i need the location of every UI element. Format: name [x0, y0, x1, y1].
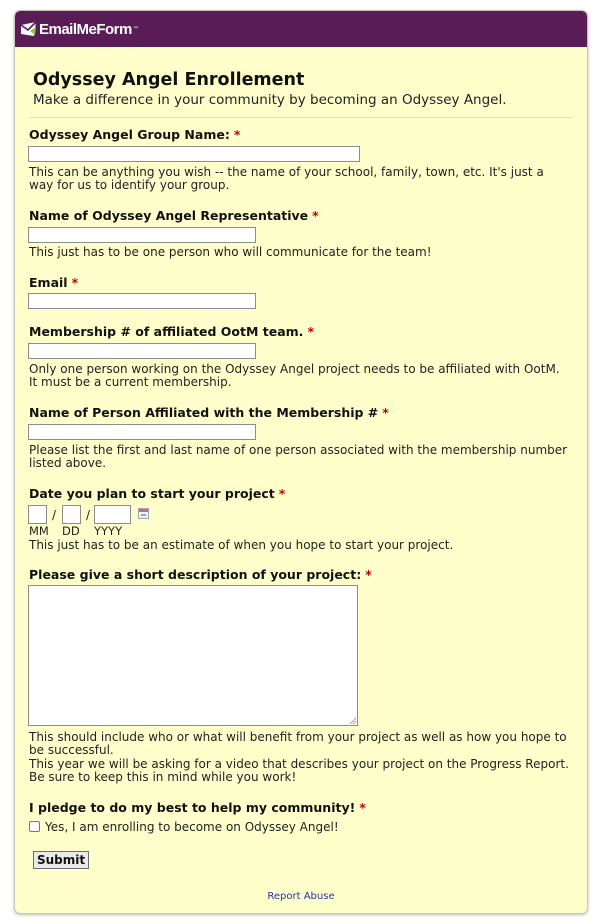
year-input[interactable] [94, 505, 131, 524]
month-sublabel: MM [29, 524, 49, 538]
email-label: Email * [29, 275, 79, 290]
required-marker: * [359, 800, 366, 815]
description-help-2: This year we will be asking for a video that describes your project on the Progress Report. Be sure to keep this in mind while you work! [29, 757, 569, 784]
start-date-help: This just has to be an estimate of when you hope to start your project. [29, 538, 454, 552]
affiliated-person-help: Please list the first and last name of one person associated with the membership number listed above. [29, 443, 568, 470]
envelope-logo-icon [20, 21, 37, 38]
logo-trademark: ™ [132, 25, 139, 33]
pledge-label: I pledge to do my best to help my community! * [29, 800, 366, 815]
required-marker: * [382, 405, 389, 420]
membership-label: Membership # of affiliated OotM team. * [29, 324, 314, 339]
email-input[interactable] [28, 293, 256, 309]
affiliated-person-input[interactable] [28, 424, 256, 440]
report-abuse-link[interactable]: Report Abuse [267, 891, 335, 902]
date-separator: / [52, 508, 57, 522]
logo-wordmark: EmailMeForm [39, 20, 132, 38]
form-header [33, 69, 573, 109]
required-marker: * [312, 208, 319, 223]
pledge-checkbox-label[interactable]: Yes, I am enrolling to become on Odyssey Angel! [45, 820, 339, 834]
day-input[interactable] [62, 505, 81, 524]
brand-bar [15, 11, 587, 47]
membership-help: Only one person working on the Odyssey Angel project needs to be affiliated with OotM. It must be a current membership. [29, 362, 560, 389]
membership-input[interactable] [28, 343, 256, 359]
group-name-input[interactable] [28, 146, 360, 162]
description-label: Please give a short description of your project: * [29, 567, 372, 582]
description-textarea[interactable] [28, 585, 358, 726]
form-title: Odyssey Angel Enrollement [33, 70, 305, 90]
form-container [14, 10, 588, 914]
form-subtitle: Make a difference in your community by becoming an Odyssey Angel. [33, 92, 507, 108]
day-sublabel: DD [62, 524, 80, 538]
required-marker: * [278, 486, 286, 501]
required-marker: * [307, 324, 314, 339]
date-separator: / [86, 508, 91, 522]
header-divider [29, 117, 573, 118]
required-marker: * [233, 127, 241, 142]
month-input[interactable] [28, 505, 47, 524]
submit-button[interactable]: Submit [33, 851, 89, 869]
resize-grip-icon[interactable] [349, 717, 356, 724]
required-marker: * [365, 567, 372, 582]
start-date-label: Date you plan to start your project * [29, 486, 286, 501]
required-marker: * [71, 275, 79, 290]
affiliated-person-label: Name of Person Affiliated with the Membership # * [29, 405, 389, 420]
representative-input[interactable] [28, 227, 256, 243]
emailmeform-logo[interactable] [20, 17, 139, 41]
group-name-label: Odyssey Angel Group Name: * [29, 127, 241, 142]
description-help-1: This should include who or what will benefit from your project as well as how you hope to be successful. [29, 730, 567, 757]
calendar-icon[interactable] [138, 508, 149, 519]
group-name-help: This can be anything you wish -- the name of your school, family, town, etc. It's just a way for us to identify your group. [29, 165, 544, 192]
representative-label: Name of Odyssey Angel Representative * [29, 208, 319, 223]
representative-help: This just has to be one person who will communicate for the team! [29, 245, 432, 259]
year-sublabel: YYYY [94, 524, 123, 538]
pledge-checkbox[interactable] [29, 821, 40, 832]
